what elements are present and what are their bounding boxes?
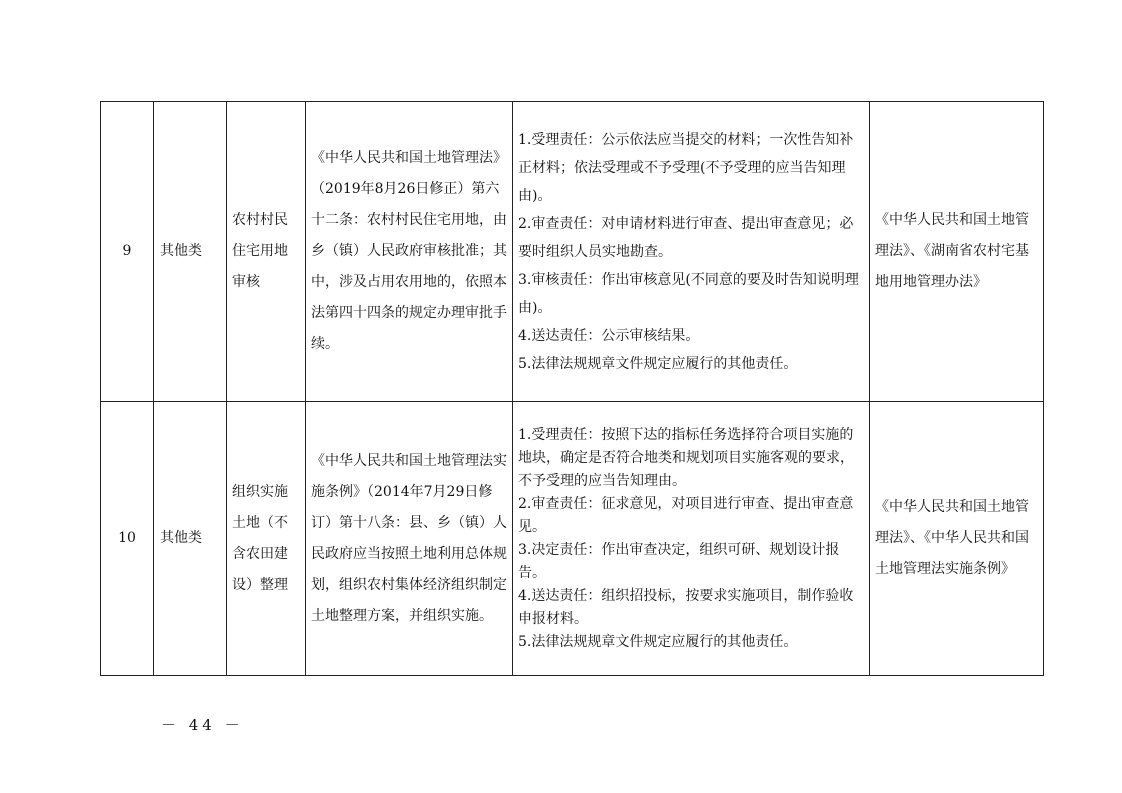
duty-item: 4.送达责任：组织招投标，按要求实施项目，制作验收申报材料。 [518, 587, 854, 627]
table-row [101, 402, 1044, 676]
responsibility-table [100, 101, 1044, 676]
row-category: 其他类 [154, 102, 227, 402]
duty-item: 2.审查责任：对申请材料进行审查、提出审查意见；必要时组织人员实地勘查。 [518, 215, 854, 260]
row-law-reference: 《中华人民共和国土地管理法》、《湖南省农村宅基地用地管理办法》 [870, 102, 1044, 402]
row-law-reference: 《中华人民共和国土地管理法》、《中华人民共和国土地管理法实施条例》 [870, 402, 1044, 676]
row-legal-basis: 《中华人民共和国土地管理法》（2019年8月26日修正）第六十二条：农村村民住宅用地，由乡（镇）人民政府审核批准；其中，涉及占用农用地的，依照本法第四十四条的规定办理审批手续。 [306, 102, 513, 402]
duty-item: 1.受理责任：按照下达的指标任务选择符合项目实施的地块，确定是否符合地类和规划项目实施客观的要求，不予受理的应当告知理由。 [518, 426, 854, 489]
page-number: － 44 － [161, 716, 244, 734]
duty-item: 5.法律法规规章文件规定应履行的其他责任。 [518, 355, 798, 372]
row-item-name: 农村村民住宅用地审核 [227, 102, 306, 402]
duty-item: 5.法律法规规章文件规定应履行的其他责任。 [518, 633, 798, 650]
row-category: 其他类 [154, 402, 227, 676]
row-number: 10 [101, 402, 154, 676]
duty-item: 2.审查责任：征求意见，对项目进行审查、提出审查意见。 [518, 495, 854, 535]
duty-item: 1.受理责任：公示依法应当提交的材料；一次性告知补正材料；依法受理或不予受理(不予受理的应当告知理由)。 [518, 131, 854, 204]
row-duties [513, 102, 870, 402]
row-legal-basis: 《中华人民共和国土地管理法实施条例》（2014年7月29日修订）第十八条：县、乡（镇）人民政府应当按照土地利用总体规划，组织农村集体经济组织制定土地整理方案，并组织实施。 [306, 402, 513, 676]
duty-item: 3.审核责任：作出审核意见(不同意的要及时告知说明理由)。 [518, 271, 859, 316]
row-item-name: 组织实施土地（不含农田建设）整理 [227, 402, 306, 676]
row-duties [513, 402, 870, 676]
row-number: 9 [101, 102, 154, 402]
duty-item: 4.送达责任：公示审核结果。 [518, 327, 700, 344]
table-row [101, 102, 1044, 402]
duty-item: 3.决定责任：作出审查决定，组织可研、规划设计报告。 [518, 541, 840, 581]
